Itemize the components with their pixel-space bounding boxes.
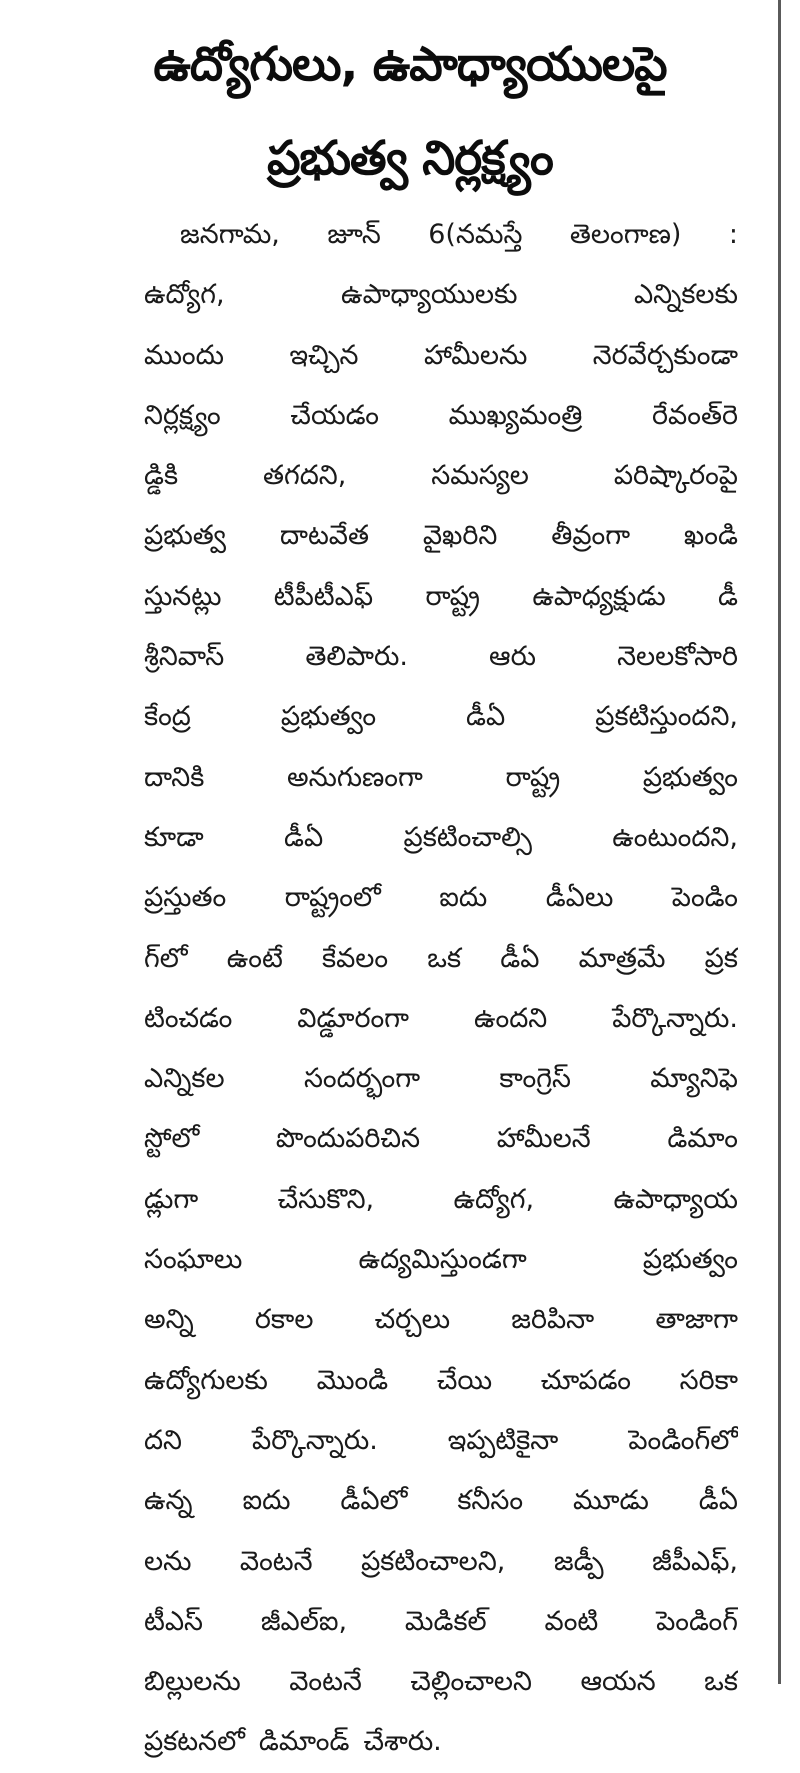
article-line xyxy=(144,1170,738,1230)
headline xyxy=(80,18,740,206)
article-word: నెలలకోసారి xyxy=(617,641,738,673)
article-word: పెండిం xyxy=(671,882,738,914)
article-line xyxy=(144,265,738,325)
article-line xyxy=(144,1592,738,1652)
article-word: ఉద్యమిస్తుండగా xyxy=(358,1244,527,1276)
article-word: పేర్కొన్నారు. xyxy=(252,1424,378,1456)
article-word: ప్రభుత్వం xyxy=(642,761,738,793)
article-word: ప్రకటించాలని, xyxy=(361,1545,506,1577)
headline-line-1: ఉద్యోగులు, ఉపాధ్యాయులపై xyxy=(153,37,667,92)
headline-line-2: ప్రభుత్వ నిర్లక్ష్యం xyxy=(267,131,553,186)
article-word: ప్రస్తుతం xyxy=(144,882,227,914)
article-word: ఉపాధ్యాయులకు xyxy=(341,279,518,311)
article-word: ప్రకటిస్తుందని, xyxy=(595,701,738,733)
article-word: స్తునట్లు xyxy=(144,580,222,612)
article-word: చెల్లించాలని xyxy=(410,1666,533,1698)
article-word: శ్రీనివాస్ xyxy=(144,641,225,673)
article-word: జరిపినా xyxy=(511,1304,595,1336)
article-word: చూపడం xyxy=(540,1364,631,1396)
article-line xyxy=(144,386,738,446)
article-line xyxy=(144,1471,738,1531)
article-word: ప్రభుత్వం xyxy=(642,1244,738,1276)
article-word: ఉంటే xyxy=(226,942,283,974)
article-word: ఉపాధ్యాయ xyxy=(613,1183,738,1215)
article-word: రాష్ట్రంలో xyxy=(284,882,381,914)
article-line xyxy=(144,868,738,928)
article-line xyxy=(144,1109,738,1169)
article-word: విడ్డూరంగా xyxy=(297,1002,410,1034)
article-word: ఒక xyxy=(704,1666,738,1698)
article-line xyxy=(144,1230,738,1290)
article-word: డిమాండ్ xyxy=(258,1726,350,1758)
article-word: ఉందని xyxy=(473,1002,548,1034)
article-word: ఆరు xyxy=(489,641,536,673)
article-word: ఎన్నికలకు xyxy=(633,279,738,311)
article-word: తీవ్రంగా xyxy=(551,520,631,552)
article-line xyxy=(144,687,738,747)
article-word: పొందుపరిచిన xyxy=(275,1123,421,1155)
article-word: సంఘాలు xyxy=(144,1244,243,1276)
article-word: అన్ని xyxy=(144,1304,194,1336)
article-word: ఐదు xyxy=(439,882,488,914)
article-line xyxy=(144,1712,738,1772)
article-word: లను xyxy=(144,1545,192,1577)
article-line xyxy=(144,1351,738,1411)
article-word: డీ xyxy=(718,580,738,612)
article-word: మాత్రమే xyxy=(578,942,666,974)
article-word: డీఏలో xyxy=(340,1485,408,1517)
article-line xyxy=(144,1652,738,1712)
article-word: హామీలను xyxy=(423,339,528,371)
article-line xyxy=(144,1049,738,1109)
article-word: ఆయన xyxy=(580,1666,656,1698)
article-word: ప్రభుత్వ xyxy=(144,520,227,552)
article-word: తగదని, xyxy=(262,460,347,492)
article-word: అనుగుణంగా xyxy=(286,761,423,793)
article-word: చేయడం xyxy=(290,399,379,431)
article-word: ఉద్యోగ, xyxy=(144,279,225,311)
article-word: ఒక xyxy=(427,942,462,974)
article-word: బిల్లులను xyxy=(144,1666,241,1698)
article-word: ఉద్యోగ, xyxy=(453,1183,535,1215)
article-word: ఉన్న xyxy=(144,1485,193,1517)
article-word: చేయి xyxy=(436,1364,493,1396)
article-word: డిమాం xyxy=(667,1123,738,1155)
article-word: మొండి xyxy=(316,1364,389,1396)
article-body xyxy=(144,205,738,1773)
article-line xyxy=(144,1532,738,1592)
article-line xyxy=(144,989,738,1049)
article-word: రాష్ట్ర xyxy=(425,580,480,612)
article-word: కేంద్ర xyxy=(144,701,191,733)
article-word: : xyxy=(728,219,738,250)
article-line xyxy=(144,506,738,566)
article-word: సమస్యల xyxy=(431,460,529,492)
article-word: డ్డికి xyxy=(144,460,179,492)
article-word: డీఏలు xyxy=(545,882,614,914)
article-word: డీఏ xyxy=(698,1485,738,1517)
article-word: దని xyxy=(144,1424,183,1456)
article-word: సందర్భంగా xyxy=(303,1063,421,1095)
article-word: డీఏ xyxy=(466,701,506,733)
article-word: పెండింగ్‌లో xyxy=(628,1424,738,1456)
article-word: వెంటనే xyxy=(289,1666,362,1698)
article-word: జడ్పీ xyxy=(553,1545,604,1577)
article-word: ప్రకటనలో xyxy=(144,1726,245,1758)
article-word: పరిష్కారంపై xyxy=(613,460,738,492)
article-word: ఖండి xyxy=(683,520,738,552)
article-word: టీఎస్ xyxy=(144,1605,203,1637)
column-divider xyxy=(778,0,781,1684)
article-word: ప్రక xyxy=(704,942,738,974)
article-word: ప్రకటించాల్సి xyxy=(403,821,532,853)
article-word: ఉంటుందని, xyxy=(612,821,738,853)
article-line xyxy=(144,1290,738,1350)
article-word: కేవలం xyxy=(321,942,389,974)
article-word: జీఎల్ఐ, xyxy=(260,1605,348,1637)
article-word: జనగామ, xyxy=(180,219,280,250)
article-line xyxy=(144,748,738,808)
article-word: ప్రభుత్వం xyxy=(280,701,377,733)
article-word: రాష్ట్ర xyxy=(505,761,561,793)
article-word: హామీలనే xyxy=(496,1123,591,1155)
article-word: 6(నమస్తే xyxy=(428,219,523,250)
article-word: ఐదు xyxy=(242,1485,291,1517)
article-word: రకాల xyxy=(254,1304,314,1336)
article-word: టించడం xyxy=(144,1002,233,1034)
article-word: ఎన్నికల xyxy=(144,1063,225,1095)
article-word: మెడికల్ xyxy=(404,1605,487,1637)
article-word: పేర్కొన్నారు. xyxy=(612,1002,738,1034)
article-line xyxy=(144,567,738,627)
article-word: నిర్లక్ష్యం xyxy=(144,399,221,431)
article-word: దాటవేత xyxy=(279,520,369,552)
article-word: తెలంగాణ) xyxy=(569,219,682,250)
article-word: కనీసం xyxy=(457,1485,524,1517)
article-word: తాజాగా xyxy=(655,1304,738,1336)
article-word: కూడా xyxy=(144,821,204,853)
article-word: వైఖరిని xyxy=(422,520,498,552)
article-word: స్టోలో xyxy=(144,1123,200,1155)
article-word: తెలిపారు. xyxy=(305,641,408,673)
article-line xyxy=(144,929,738,989)
article-word: రేవంత్‌రె xyxy=(652,399,738,431)
article-word: పెండింగ్ xyxy=(656,1605,738,1637)
article-word: జీపీఎఫ్, xyxy=(652,1545,738,1577)
article-word: జూన్ xyxy=(327,219,381,250)
article-word: డ్లుగా xyxy=(144,1183,199,1215)
article-word: మూడు xyxy=(572,1485,649,1517)
article-word: నెరవేర్చకుండా xyxy=(592,339,738,371)
article-word: వెంటనే xyxy=(239,1545,313,1577)
article-word: ఇచ్చిన xyxy=(289,339,359,371)
article-word: చేశారు. xyxy=(363,1726,442,1758)
article-word: గ్‌లో xyxy=(144,942,188,974)
article-word: ఉపాధ్యక్షుడు xyxy=(532,580,666,612)
article-word: చర్చలు xyxy=(374,1304,451,1336)
article-word: టీపీటీఎఫ్ xyxy=(273,580,374,612)
article-line xyxy=(144,446,738,506)
article-word: కాంగ్రెస్ xyxy=(499,1063,571,1095)
article-word: సరికా xyxy=(679,1364,738,1396)
article-line xyxy=(144,326,738,386)
article-word: వంటి xyxy=(544,1605,599,1637)
article-line xyxy=(144,627,738,687)
article-word: ముఖ్యమంత్రి xyxy=(448,399,583,431)
article-word: ఇప్పటికైనా xyxy=(447,1424,559,1456)
article-word: డీఏ xyxy=(500,942,540,974)
article-word: చేసుకొని, xyxy=(277,1183,375,1215)
article-word: దానికి xyxy=(144,761,205,793)
article-line xyxy=(144,1411,738,1471)
article-word: డీఏ xyxy=(284,821,324,853)
article-line xyxy=(144,808,738,868)
article-word: మ్యానిఫె xyxy=(650,1063,738,1095)
article-word: ఉద్యోగులకు xyxy=(144,1364,268,1396)
article-line xyxy=(144,205,738,265)
article-word: ముందు xyxy=(144,339,225,371)
